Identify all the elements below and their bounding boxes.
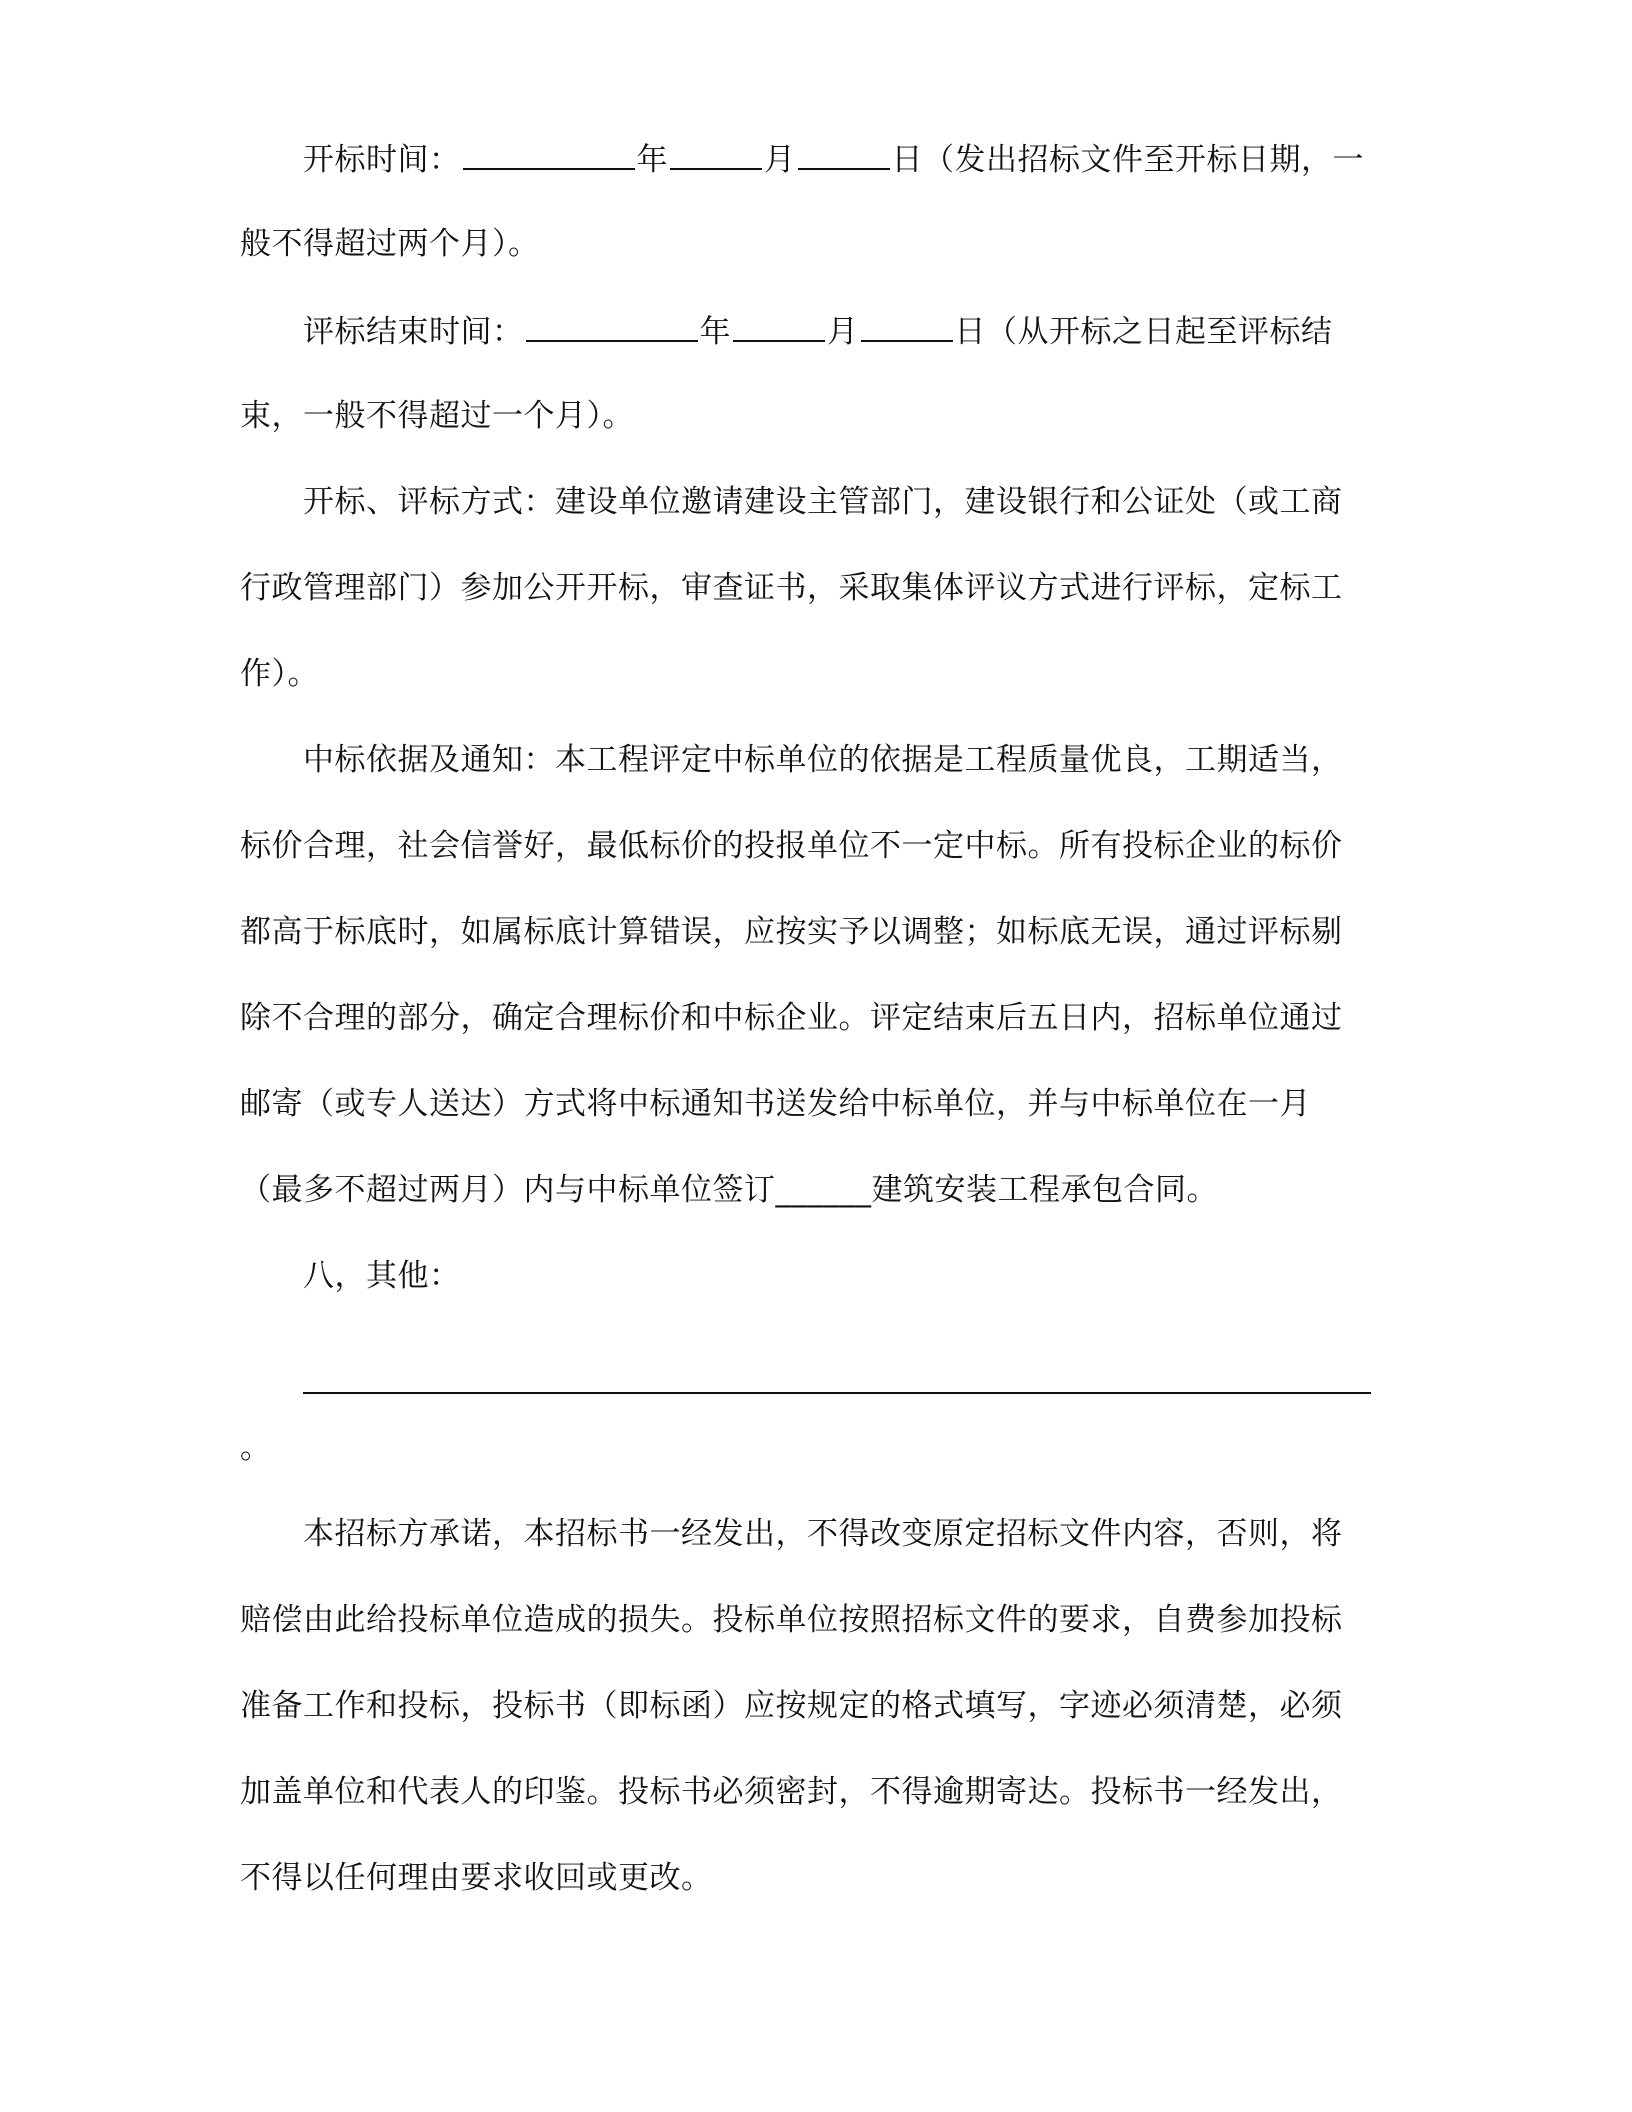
month-blank[interactable] — [733, 310, 825, 342]
period-mark: 。 — [240, 1430, 272, 1466]
paragraph-line: 加盖单位和代表人的印鉴。投标书必须密封，不得逾期寄达。投标书一经发出， — [240, 1774, 1343, 1810]
bid-opening-time-label: 开标时间： — [303, 142, 461, 178]
paragraph-line: 束，一般不得超过一个月）。 — [240, 398, 634, 434]
paragraph-line: 准备工作和投标，投标书（即标函）应按规定的格式填写，字迹必须清楚，必须 — [240, 1688, 1343, 1724]
day-blank[interactable] — [798, 138, 890, 170]
fill-in-blank-line[interactable] — [303, 1392, 1371, 1394]
paragraph-line: 除不合理的部分，确定合理标价和中标企业。评定结束后五日内，招标单位通过 — [240, 1000, 1343, 1036]
day-unit-note: 日（发出招标文件至开标日期，一 — [891, 142, 1364, 178]
paragraph-line: 般不得超过两个月）。 — [240, 226, 540, 262]
month-unit: 月 — [827, 314, 859, 350]
paragraph-line: 赔偿由此给投标单位造成的损失。投标单位按照招标文件的要求，自费参加投标 — [240, 1602, 1343, 1638]
paragraph-line: 都高于标底时，如属标底计算错误，应按实予以调整；如标底无误，通过评标剔 — [240, 914, 1343, 950]
paragraph-line: （最多不超过两月）内与中标单位签订______建筑安装工程承包合同。 — [240, 1172, 1218, 1208]
paragraph-line: 不得以任何理由要求收回或更改。 — [240, 1860, 713, 1896]
year-blank[interactable] — [526, 310, 698, 342]
evaluation-end-time-line — [303, 310, 1333, 350]
paragraph-line: 开标、评标方式：建设单位邀请建设主管部门，建设银行和公证处（或工商 — [303, 484, 1343, 520]
paragraph-line: 本招标方承诺，本招标书一经发出，不得改变原定招标文件内容，否则，将 — [303, 1516, 1343, 1552]
month-unit: 月 — [764, 142, 796, 178]
paragraph-line: 邮寄（或专人送达）方式将中标通知书送发给中标单位，并与中标单位在一月 — [240, 1086, 1311, 1122]
document-page — [240, 0, 1370, 2112]
paragraph-line: 作）。 — [240, 656, 319, 692]
month-blank[interactable] — [670, 138, 762, 170]
year-unit: 年 — [699, 314, 731, 350]
paragraph-line: 标价合理，社会信誉好，最低标价的投报单位不一定中标。所有投标企业的标价 — [240, 828, 1343, 864]
section-heading-other: 八，其他： — [303, 1258, 461, 1294]
paragraph-line: 中标依据及通知：本工程评定中标单位的依据是工程质量优良，工期适当， — [303, 742, 1343, 778]
evaluation-end-time-label: 评标结束时间： — [303, 314, 524, 350]
paragraph-line: 行政管理部门）参加公开开标，审查证书，采取集体评议方式进行评标，定标工 — [240, 570, 1343, 606]
year-blank[interactable] — [463, 138, 635, 170]
bid-opening-time-line — [303, 138, 1364, 178]
day-unit-note: 日（从开标之日起至评标结 — [954, 314, 1333, 350]
year-unit: 年 — [636, 142, 668, 178]
day-blank[interactable] — [861, 310, 953, 342]
